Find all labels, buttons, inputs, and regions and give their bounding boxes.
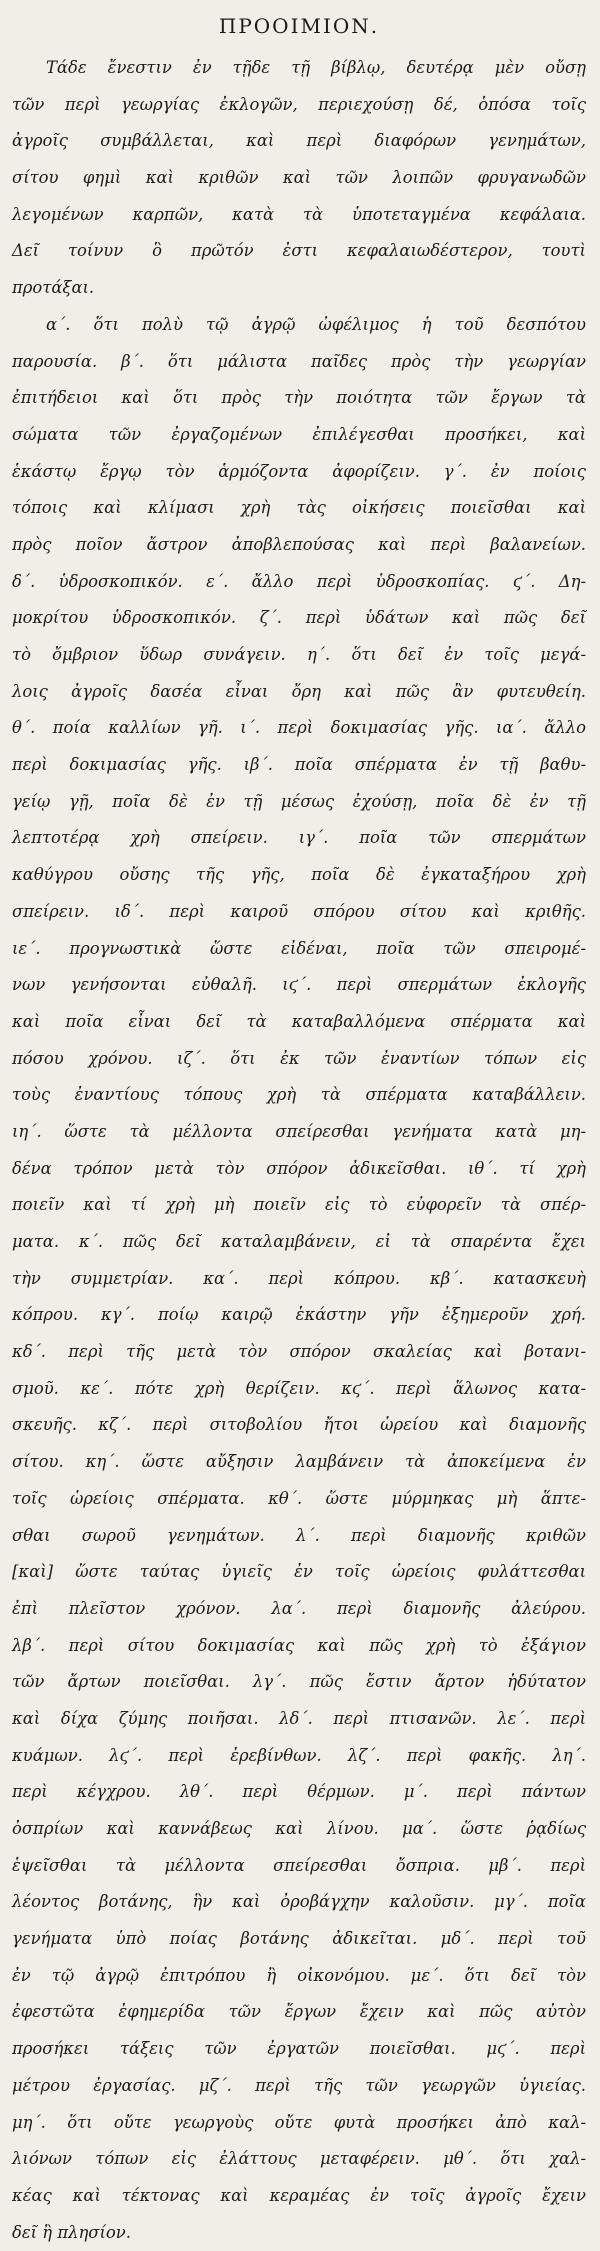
text-line: σώματα τῶν ἐργαζομένων ἐπιλέγεσθαι προσήκει, καὶ (12, 424, 586, 444)
body-text (12, 50, 586, 2251)
text-line: προτάξαι. (12, 278, 95, 298)
text-line: ἑψεῖσθαι τὰ μέλλοντα σπείρεσθαι ὄσπρια. μβ΄. περὶ (12, 1855, 586, 1875)
text-line: δ΄. ὑδροσκοπικόν. ε΄. ἄλλο περὶ ὑδροσκοπίας. ϛ΄. Δη- (12, 571, 586, 591)
text-line: σκευῆς. κζ΄. περὶ σιτοβολίου ἤτοι ὡρείου καὶ διαμονῆς (12, 1415, 586, 1435)
text-line: ιε΄. προγνωστικὰ ὥστε εἰδέναι, ποῖα τῶν σπειρομέ- (12, 938, 586, 958)
text-line: καὶ δίχα ζύμης ποιῆσαι. λδ΄. περὶ πτισανῶν. λε΄. περὶ (12, 1708, 586, 1728)
text-line: δεῖ ἢ πλησίον. (12, 2222, 131, 2242)
text-line: τῶν ἄρτων ποιεῖσθαι. λγ΄. πῶς ἔστιν ἄρτον ἡδύτατον (12, 1672, 586, 1692)
text-line: προσήκει τάξεις τῶν ἐργατῶν ποιεῖσθαι. μϛ΄. περὶ (12, 2039, 586, 2059)
text-line: θ΄. ποία καλλίων γῆ. ι΄. περὶ δοκιμασίας γῆς. ια΄. ἄλλο (12, 718, 586, 738)
text-line: παρουσία. β΄. ὅτι μάλιστα παῖδες πρὸς τὴν γεωργίαν (12, 351, 586, 371)
text-line: τόποις καὶ κλίμασι χρὴ τὰς οἰκήσεις ποιεῖσθαι καὶ (12, 498, 586, 518)
text-line: λβ΄. περὶ σίτου δοκιμασίας καὶ πῶς χρὴ τὸ ἐξάγιον (12, 1635, 586, 1655)
text-line: τοῖς ὡρείοις σπέρματα. κθ΄. ὥστε μύρμηκας μὴ ἅπτε- (12, 1488, 586, 1508)
text-line: ποιεῖν καὶ τί χρὴ μὴ ποιεῖν εἰς τὸ εὐφορεῖν τὰ σπέρ- (12, 1195, 586, 1215)
text-line: τὴν συμμετρίαν. κα΄. περὶ κόπρου. κβ΄. κατασκευὴ (12, 1268, 586, 1288)
text-line: πόσου χρόνου. ιζ΄. ὅτι ἐκ τῶν ἐναντίων τόπων εἰς (12, 1048, 586, 1068)
text-line: σθαι σωροῦ γενημάτων. λ΄. περὶ διαμονῆς κριθῶν (12, 1525, 586, 1545)
text-line: περὶ δοκιμασίας γῆς. ιβ΄. ποῖα σπέρματα ἐν τῇ βαθυ- (12, 755, 586, 775)
text-line: σμοῦ. κε΄. πότε χρὴ θερίζειν. κϛ΄. περὶ ἅλωνος κατα- (12, 1378, 586, 1398)
text-line: πρὸς ποῖον ἄστρον ἀποβλεπούσας καὶ περὶ βαλανείων. (12, 534, 586, 554)
text-line: καθύγρου οὔσης τῆς γῆς, ποῖα δὲ ἐγκαταξήρου χρὴ (12, 865, 586, 885)
text-line: μη΄. ὅτι οὔτε γεωργοὺς οὔτε φυτὰ προσήκει ἀπὸ καλ- (12, 2112, 586, 2132)
text-line: ἐπιτήδειοι καὶ ὅτι πρὸς τὴν ποιότητα τῶν ἔργων τὰ (12, 388, 586, 408)
text-line: τῶν περὶ γεωργίας ἐκλογῶν, περιεχούσῃ δέ, ὁπόσα τοῖς (12, 94, 586, 114)
text-line: Δεῖ τοίνυν ὃ πρῶτόν ἐστι κεφαλαιωδέστερον, τουτὶ (12, 241, 586, 261)
text-line: [καὶ] ὥστε ταύτας ὑγιεῖς ἐν τοῖς ὡρείοις φυλάττεσθαι (12, 1562, 586, 1582)
text-line: λεγομένων καρπῶν, κατὰ τὰ ὑποτεταγμένα κεφάλαια. (12, 204, 586, 224)
text-line: λέοντος βοτάνης, ἣν καὶ ὀροβάγχην καλοῦσιν. μγ΄. ποῖα (12, 1892, 586, 1912)
text-line: ἀγροῖς συμβάλλεται, καὶ περὶ διαφόρων γενημάτων, (12, 131, 586, 151)
text-line: μοκρίτου ὑδροσκοπικόν. ζ΄. περὶ ὑδάτων καὶ πῶς δεῖ (12, 608, 586, 628)
text-line: κδ΄. περὶ τῆς μετὰ τὸν σπόρον σκαλείας καὶ βοτανι- (12, 1342, 586, 1362)
text-line: περὶ κέγχρου. λθ΄. περὶ θέρμων. μ΄. περὶ πάντων (12, 1782, 586, 1802)
text-line: ὀσπρίων καὶ καννάβεως καὶ λίνου. μα΄. ὥστε ῥᾳδίως (12, 1819, 586, 1838)
text-line: μέτρου ἐργασίας. μζ΄. περὶ τῆς τῶν γεωργῶν ὑγιείας. (12, 2075, 586, 2095)
text-line: σπείρειν. ιδ΄. περὶ καιροῦ σπόρου σίτου καὶ κριθῆς. (12, 901, 586, 921)
text-line: γενήματα ὑπὸ ποίας βοτάνης ἀδικεῖται. μδ΄. περὶ τοῦ (12, 1929, 586, 1949)
text-line: σίτου φημὶ καὶ κριθῶν καὶ τῶν λοιπῶν φρυγανωδῶν (12, 168, 586, 188)
text-line: ιη΄. ὥστε τὰ μέλλοντα σπείρεσθαι γενήματα κατὰ μη- (12, 1121, 586, 1141)
text-line: ἐφεστῶτα ἐφημερίδα τῶν ἔργων ἔχειν καὶ πῶς αὐτὸν (12, 2002, 586, 2022)
text-line: Τάδε ἔνεστιν ἐν τῇδε τῇ βίβλῳ, δευτέρᾳ μὲν οὔσῃ (46, 58, 586, 77)
page-title: ΠΡΟΟΙΜΙΟΝ. (218, 14, 380, 38)
text-line: λεπτοτέρᾳ χρὴ σπείρειν. ιγ΄. ποῖα τῶν σπερμάτων (12, 828, 586, 848)
text-line: σίτου. κη΄. ὥστε αὔξησιν λαμβάνειν τὰ ἀποκείμενα ἐν (12, 1452, 586, 1472)
text-line: κέας καὶ τέκτονας καὶ κεραμέας ἐν τοῖς ἀγροῖς ἔχειν (12, 2185, 586, 2205)
text-line: τοὺς ἐναντίους τόπους χρὴ τὰ σπέρματα καταβάλλειν. (12, 1085, 586, 1105)
text-line: κόπρου. κγ΄. ποίῳ καιρῷ ἑκάστην γῆν ἐξημεροῦν χρή. (12, 1305, 586, 1325)
text-line: ἐν τῷ ἀγρῷ ἐπιτρόπου ἢ οἰκονόμου. με΄. ὅτι δεῖ τὸν (12, 1965, 586, 1985)
text-line: δένα τρόπον μετὰ τὸν σπόρον ἀδικεῖσθαι. ιθ΄. τί χρὴ (12, 1158, 586, 1178)
text-line: ἐπὶ πλεῖστον χρόνον. λα΄. περὶ διαμονῆς ἀλεύρου. (12, 1598, 586, 1618)
text-line: κυάμων. λϛ΄. περὶ ἐρεβίνθων. λζ΄. περὶ φακῆς. λη΄. (12, 1745, 586, 1765)
text-line: γείῳ γῇ, ποῖα δὲ ἐν τῇ μέσως ἐχούσῃ, ποῖα δὲ ἐν τῇ (12, 791, 586, 811)
text-line: ματα. κ΄. πῶς δεῖ καταλαμβάνειν, εἰ τὰ σπαρέντα ἔχει (12, 1232, 586, 1251)
text-line: καὶ ποῖα εἶναι δεῖ τὰ καταβαλλόμενα σπέρματα καὶ (12, 1011, 586, 1031)
text-line: λοις ἀγροῖς δασέα εἶναι ὄρη καὶ πῶς ἂν φυτευθείη. (12, 681, 586, 701)
text-line: νων γενήσονται εὐθαλῆ. ιϛ΄. περὶ σπερμάτων ἐκλογῆς (12, 975, 586, 995)
text-line: τὸ ὄμβριον ὕδωρ συνάγειν. η΄. ὅτι δεῖ ἐν τοῖς μεγά- (12, 645, 586, 664)
text-line: λιόνων τόπων εἰς ἐλάττους μεταφέρειν. μθ΄. ὅτι χαλ- (12, 2149, 586, 2169)
text-line: ἑκάστῳ ἔργῳ τὸν ἁρμόζοντα ἀφορίζειν. γ΄. ἐν ποίοις (12, 461, 586, 481)
text-line: α΄. ὅτι πολὺ τῷ ἀγρῷ ὠφέλιμος ἡ τοῦ δεσπότου (46, 314, 586, 334)
